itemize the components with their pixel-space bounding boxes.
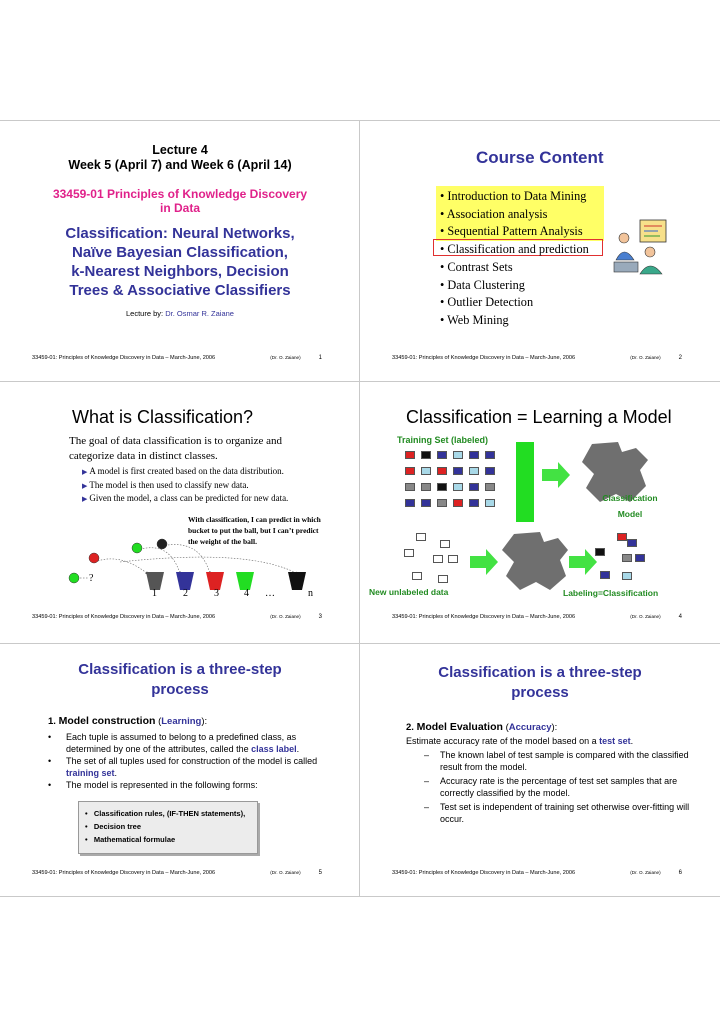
list-item: • Association analysis (440, 206, 548, 221)
lecture-number: Lecture 4 (152, 143, 208, 157)
slide-footer: 33459-01: Principles of Knowledge Discovery in Data – March-June, 2006 (Dr. O. Zaiane) 4 (392, 614, 682, 620)
list-item: – The known label of test sample is compared with the classified result from the model. (424, 750, 689, 772)
ball (69, 573, 79, 583)
slide-1 (0, 121, 360, 381)
list-item: • Contrast Sets (440, 259, 513, 274)
model-forms-box (78, 801, 258, 854)
list-item: • Each tuple is assumed to belong to a predefined class, as determined by one of the attributes, called the class label. (48, 732, 300, 754)
lecture-weeks: Week 5 (April 7) and Week 6 (April 14) (68, 158, 292, 172)
list-item: • The set of all tuples used for construction of the model is called training set. (48, 756, 318, 778)
grid-cell (405, 499, 415, 507)
model-label: Classification Model (602, 493, 658, 519)
list-item: ▶ A model is first created based on the data distribution. (82, 465, 288, 479)
grid-cell (453, 451, 463, 459)
buckets-illustration (60, 532, 322, 594)
list-item: • Outlier Detection (440, 295, 534, 310)
right-arrow-icon (468, 547, 500, 577)
class-label-column (516, 442, 534, 522)
slide-6 (360, 644, 720, 896)
slide-4 (360, 382, 720, 643)
course-title: 33459-01 Principles of Knowledge Discovery in Data (52, 187, 308, 215)
labeled-point (617, 533, 627, 541)
list-item: • Sequential Pattern Analysis (440, 224, 583, 239)
slide-3: What is Classification? The goal of data classification is to organize and categorize data in distinct classes. ▶ A model is first created based on the data distribution. ▶ The model is then used to classify new data. ▶ Given the model, a class can be predicted for new data. With classification, I can predict in which bucket to put the ball, but I can’t predict the weight of the ball. ? 1 2 3 4 … n 33459-01: Principles of Knowledge Discovery in Data – March-June, 2006 (Dr. O. Zaiane) 3 (0, 382, 360, 643)
slide-footer: 33459-01: Principles of Knowledge Discovery in Data – March-June, 2006 (Dr. O. Zaiane) 6 (392, 870, 682, 876)
slide-5 (0, 644, 360, 896)
bullet-list (82, 465, 288, 506)
grid-cell (421, 467, 431, 475)
evaluation-intro: Estimate accuracy rate of the model based on a test set. (406, 736, 634, 746)
slide-title: What is Classification? (72, 407, 254, 427)
unlabeled-point (433, 555, 443, 563)
labeled-point (595, 548, 605, 556)
list-item: – Test set is independent of training set otherwise over-fitting will occur. (424, 802, 690, 824)
slide-title: Classification = Learning a Model (406, 407, 672, 427)
bucket (288, 572, 306, 590)
dash-list (424, 750, 694, 825)
grid-cell (485, 499, 495, 507)
unlabeled-point (448, 555, 458, 563)
labeled-point (622, 572, 632, 580)
grid-cell (469, 483, 479, 491)
grid-cell (437, 467, 447, 475)
training-set-label: Training Set (labeled) (397, 435, 489, 445)
list-item: • Mathematical formulae (85, 835, 176, 844)
grid-cell (437, 451, 447, 459)
grid-cell (437, 483, 447, 491)
slide-footer: 33459-01: Principles of Knowledge Discovery in Data – March-June, 2006 (Dr. O. Zaiane) 2 (392, 355, 682, 361)
lecturer: Lecture by: Dr. Osmar R. Zaiane (126, 309, 234, 318)
slide-title: Course Content (476, 148, 604, 167)
labeled-point (600, 571, 610, 579)
slide-title: Classification is a three-step process (438, 664, 642, 701)
grid-cell (405, 451, 415, 459)
lecture-topic: Classification: Neural Networks, Naïve Bayesian Classification, k-Nearest Neighbors, Decision Trees & Associative Classifiers (65, 225, 295, 299)
grid-cell (405, 467, 415, 475)
callout-text: With classification, I can predict in which bucket to put the ball, but I can’t predict the weight of the ball. (188, 515, 321, 546)
model-blob (500, 530, 570, 592)
slide-footer: 33459-01: Principles of Knowledge Discovery in Data – March-June, 2006 (Dr. O. Zaiane) 5 (32, 870, 322, 876)
ball (132, 543, 142, 553)
list-item: • Web Mining (440, 312, 509, 327)
unlabeled-point (416, 533, 426, 541)
grid-cell (421, 483, 431, 491)
grid-cell (469, 451, 479, 459)
labeled-point (622, 554, 632, 562)
ball (157, 539, 167, 549)
list-item: • Data Clustering (440, 277, 525, 292)
new-data-label: New unlabeled data (369, 587, 449, 597)
list-item: • Decision tree (85, 822, 141, 831)
topic-list (440, 188, 589, 330)
list-item: • Classification and prediction (440, 242, 589, 257)
step-heading: 1. Model construction (Learning): (48, 715, 208, 727)
unlabeled-point (412, 572, 422, 580)
grid-cell (453, 499, 463, 507)
intro-text: The goal of data classification is to organize and categorize data in distinct classes. (69, 435, 283, 462)
unlabeled-point (438, 575, 448, 583)
unlabeled-point (404, 549, 414, 557)
labeled-point (627, 539, 637, 547)
step-heading: 2. Model Evaluation (Accuracy): (406, 721, 558, 733)
grid-cell (485, 451, 495, 459)
list-item: ▶ Given the model, a class can be predicted for new data. (82, 492, 288, 506)
labeled-point (635, 554, 645, 562)
right-arrow-icon (540, 460, 572, 490)
list-item: ▶ The model is then used to classify new data. (82, 479, 288, 493)
grid-cell (453, 483, 463, 491)
divider (0, 896, 720, 897)
ball (89, 553, 99, 563)
question-mark: ? (89, 573, 94, 584)
grid-cell (469, 467, 479, 475)
grid-cell (453, 467, 463, 475)
slide-2 (360, 121, 720, 381)
grid-cell (485, 483, 495, 491)
labeling-label: Labeling=Classification (563, 588, 659, 598)
grid-cell (405, 483, 415, 491)
list-item: • The model is represented in the following forms: (48, 780, 258, 790)
list-item: • Classification rules, (IF-THEN statements), (85, 809, 246, 818)
slide-footer: 33459-01: Principles of Knowledge Discovery in Data – March-June, 2006 (Dr. O. Zaiane) 3 (32, 614, 322, 620)
slide-title: Classification is a three-step process (78, 661, 282, 698)
unlabeled-point (440, 540, 450, 548)
list-item: • Introduction to Data Mining (440, 189, 587, 203)
grid-cell (469, 499, 479, 507)
people-clipart-icon (610, 216, 672, 278)
list-item: – Accuracy rate is the percentage of test set samples that are correctly classified by the model. (424, 776, 678, 798)
bullet-list (48, 732, 338, 792)
grid-cell (421, 499, 431, 507)
grid-cell (485, 467, 495, 475)
grid-cell (421, 451, 431, 459)
grid-cell (437, 499, 447, 507)
slide-footer: 33459-01: Principles of Knowledge Discovery in Data – March-June, 2006 (Dr. O. Zaiane) 1 (32, 355, 322, 361)
